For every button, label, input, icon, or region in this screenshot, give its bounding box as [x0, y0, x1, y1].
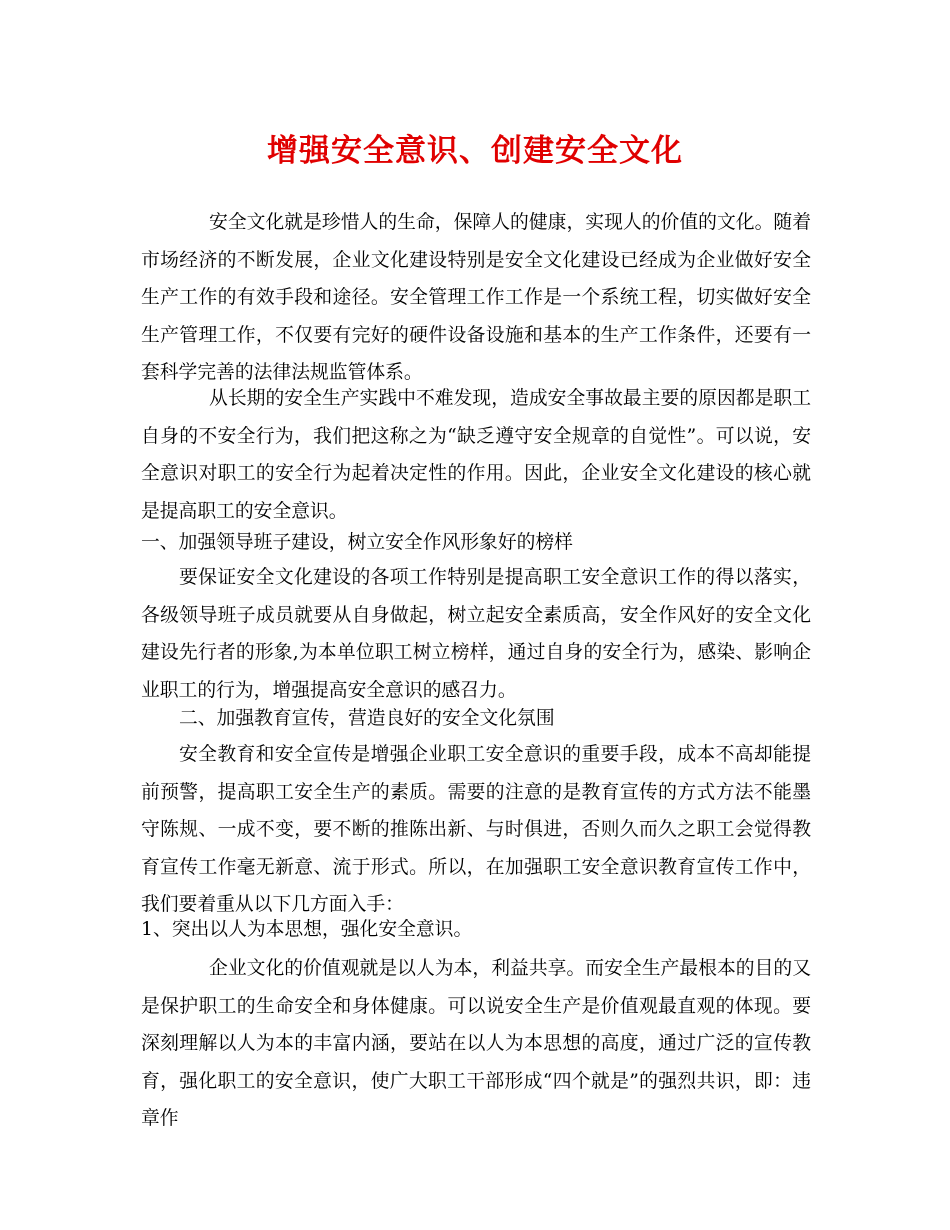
paragraph-intro: 安全文化就是珍惜人的生命，保障人的健康，实现人的价值的文化。随着市场经济的不断发展，企业文化建设特别是安全文化建设已经成为企业做好安全生产工作的有效手段和途径。安全管理工作工作是一个系统工程，切实做好安全生产管理工作，不仅要有完好的硬件设备设施和基本的生产工作条件，还要有一套科学完善的法律法规监管体系。 [141, 212, 811, 383]
section-heading-2: 二、加强教育宣传，营造良好的安全文化氛围 [179, 708, 555, 729]
paragraph-people-oriented: 企业文化的价值观就是以人为本，利益共享。而安全生产最根本的目的又是保护职工的生命安全和身体健康。可以说安全生产是价值观最直观的体现。要深刻理解以人为本的丰富内涵，要站在以人为本思想的高度，通过广泛的宣传教育，强化职工的安全意识，使广大职工干部形成“四个就是”的强烈共识，即：违章作 [141, 958, 811, 1129]
document-title: 增强安全意识、创建安全文化 [267, 133, 683, 169]
subsection-heading-1: 1、突出以人为本思想，强化安全意识。 [141, 919, 473, 940]
paragraph-leadership: 要保证安全文化建设的各项工作特别是提高职工安全意识工作的得以落实，各级领导班子成员就要从自身做起，树立起安全素质高，安全作风好的安全文化建设先行者的形象,为本单位职工树立榜样，通过自身的安全行为，感染、影响企业职工的行为，增强提高安全意识的感召力。 [141, 567, 811, 701]
section-heading-1: 一、加强领导班子建设，树立安全作风形象好的榜样 [141, 532, 573, 553]
paragraph-education: 安全教育和安全宣传是增强企业职工安全意识的重要手段，成本不高却能提前预警，提高职工安全生产的素质。需要的注意的是教育宣传的方式方法不能墨守陈规、一成不变，要不断的推陈出新、与时俱进，否则久而久之职工会觉得教育宣传工作毫无新意、流于形式。所以，在加强职工安全意识教育宣传工作中，我们要着重从以下几方面入手： [141, 744, 811, 915]
paragraph-cause: 从长期的安全生产实践中不难发现，造成安全事故最主要的原因都是职工自身的不安全行为，我们把这称之为“缺乏遵守安全规章的自觉性”。可以说，安全意识对职工的安全行为起着决定性的作用。因此，企业安全文化建设的核心就是提高职工的安全意识。 [141, 388, 811, 522]
